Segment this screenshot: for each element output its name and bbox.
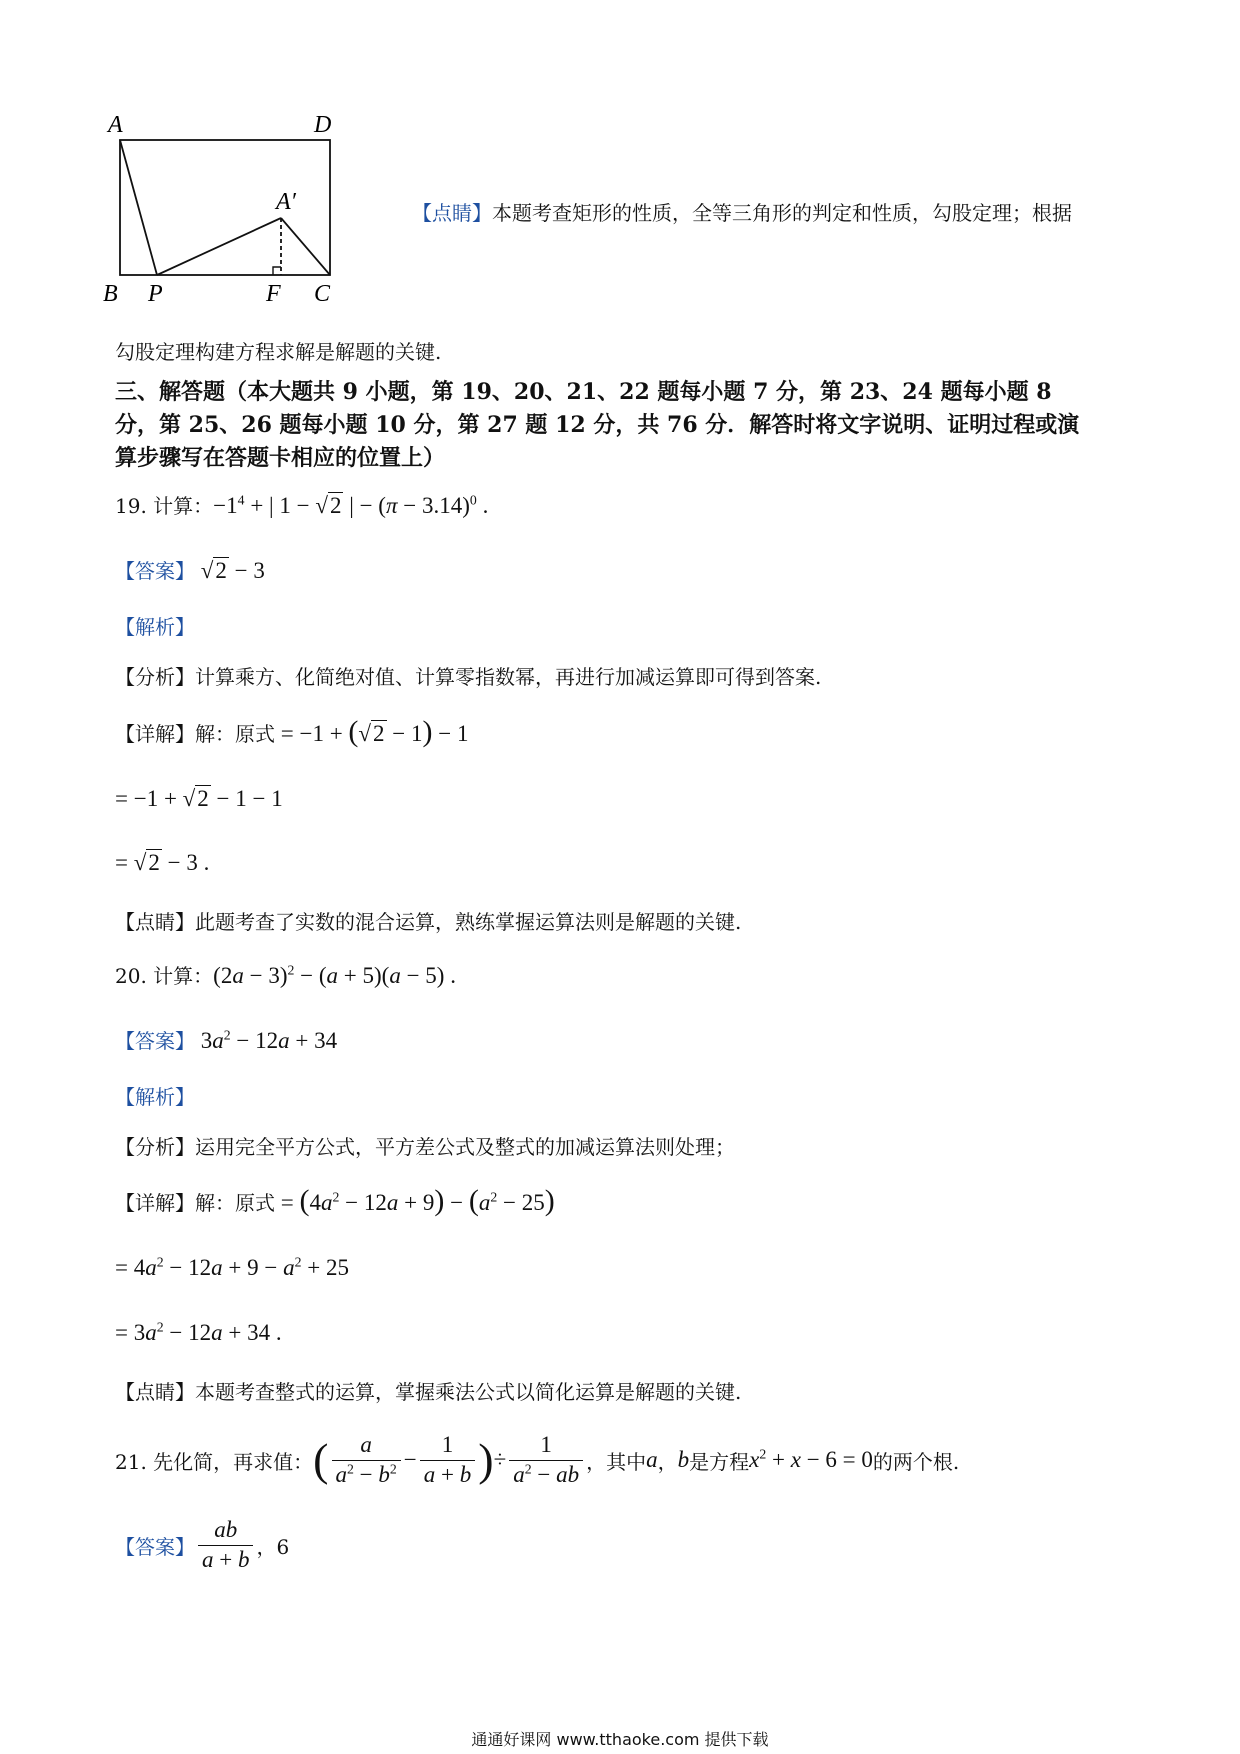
label-F: F — [266, 281, 281, 307]
q21-suffix1: 是方程 — [689, 1449, 750, 1474]
detail-tag: 【详解】 — [115, 1191, 195, 1215]
fenxi-tag: 【分析】 — [115, 665, 195, 689]
point-text: 本题考查矩形的性质，全等三角形的判定和性质，勾股定理；根据 — [492, 201, 1072, 225]
q21-mid: ，其中 — [586, 1449, 647, 1474]
q21-answer — [115, 1508, 289, 1582]
label-P: P — [148, 281, 163, 307]
label-A: A — [108, 112, 123, 138]
p18-point — [412, 197, 1072, 226]
point-text: 本题考查整式的运算，掌握乘法公式以简化运算是解题的关键. — [195, 1380, 742, 1404]
rectangle-figure — [100, 95, 400, 310]
q21-var-b: b — [677, 1447, 690, 1472]
label-D: D — [314, 112, 332, 138]
q20-analysis-tag: 【解析】 — [115, 1085, 195, 1109]
q21-sep: ， — [657, 1449, 678, 1474]
page-footer: 通通好课网 www.tthaoke.com 提供下载 — [471, 1730, 769, 1749]
q21-expression: ( $\frac{a}{a^2 - b^2}$ − $\frac{1}{a + b}$ ) ÷ $\frac{1}{a^2 - ab}$ — [313, 1431, 586, 1490]
q20-answer — [115, 1025, 337, 1054]
q21-answer-tail: ，6 — [256, 1534, 290, 1559]
answer-tag: 【答案】 — [115, 559, 195, 583]
q19-point — [115, 906, 741, 935]
q21-var-a: a — [646, 1447, 658, 1472]
q20-step1: = $(4a^2 - 12a + 9) - (a^2 - 25)$ — [275, 1184, 555, 1217]
fenxi-text: 计算乘方、化简绝对值、计算零指数幂，再进行加减运算即可得到答案. — [195, 665, 822, 689]
label-C: C — [314, 281, 331, 307]
answer-tag: 【答案】 — [115, 1534, 195, 1559]
label-B: B — [103, 281, 118, 307]
q20-answer-value: $3a^2 - 12a + 34$ — [195, 1027, 338, 1053]
q19-prefix: 19. 计算： — [115, 494, 214, 518]
q21-equation: $x^2 + x - 6 = 0$ — [749, 1446, 873, 1472]
label-A-prime: A′ — [276, 189, 296, 215]
q20-question — [115, 960, 456, 989]
q19-answer — [115, 555, 265, 584]
q19-detail — [115, 715, 469, 749]
point-tag: 【点睛】 — [115, 910, 195, 934]
q21-question — [115, 1420, 959, 1500]
detail-prefix: 解：原式 — [195, 722, 275, 746]
q20-step2: = $4a^2 - 12a + 9 - a^2 + 25$ — [115, 1254, 349, 1280]
q21-suffix2: 的两个根. — [872, 1449, 960, 1474]
detail-prefix: 解：原式 — [195, 1191, 275, 1215]
q19-analysis-tag: 【解析】 — [115, 615, 195, 639]
fenxi-text: 运用完全平方公式，平方差公式及整式的加减运算法则处理； — [195, 1135, 735, 1159]
detail-tag: 【详解】 — [115, 722, 195, 746]
point-tag: 【点睛】 — [412, 201, 492, 225]
fenxi-tag: 【分析】 — [115, 1135, 195, 1159]
section-heading-line3: 算步骤写在答题卡相应的位置上） — [115, 445, 446, 471]
section-heading-line2: 分，第 25、26 题每小题 10 分，第 27 题 12 分，共 76 分．解答时将文字说明、证明过程或演 — [115, 412, 1080, 438]
p18-point-line2: 勾股定理构建方程求解是解题的关键. — [115, 340, 442, 364]
section-heading-line1: 三、解答题（本大题共 9 小题，第 19、20、21、22 题每小题 7 分，第 23、24 题每小题 8 — [115, 379, 1052, 405]
q20-point — [115, 1376, 741, 1405]
answer-tag: 【答案】 — [115, 1029, 195, 1053]
q21-answer-fraction: $\frac{ab}{a + b}$ — [198, 1516, 253, 1575]
q19-answer-value: √2 − 3 — [195, 558, 265, 583]
q19-question — [115, 490, 488, 519]
q19-step1: = −1 + (√2 − 1) − 1 — [275, 715, 469, 748]
q19-step2: = −1 + √2 − 1 − 1 — [115, 786, 283, 811]
q19-fenxi — [115, 661, 821, 690]
q19-step3: = √2 − 3 . — [115, 850, 210, 875]
q21-prefix: 21. 先化简，再求值： — [115, 1449, 314, 1474]
point-text: 此题考查了实数的混合运算，熟练掌握运算法则是解题的关键. — [195, 910, 742, 934]
q20-fenxi — [115, 1131, 735, 1160]
q19-expression: $-1^4$ + | 1 − √2 | − $(\pi - 3.14)^0$ . — [213, 492, 489, 518]
q20-detail — [115, 1184, 555, 1218]
q20-prefix: 20. 计算： — [115, 964, 214, 988]
point-tag: 【点睛】 — [115, 1380, 195, 1404]
q20-expression: $(2a - 3)^2 - (a + 5)(a - 5)$ . — [213, 962, 456, 988]
q20-step3: = $3a^2 - 12a + 34$ . — [115, 1319, 282, 1345]
